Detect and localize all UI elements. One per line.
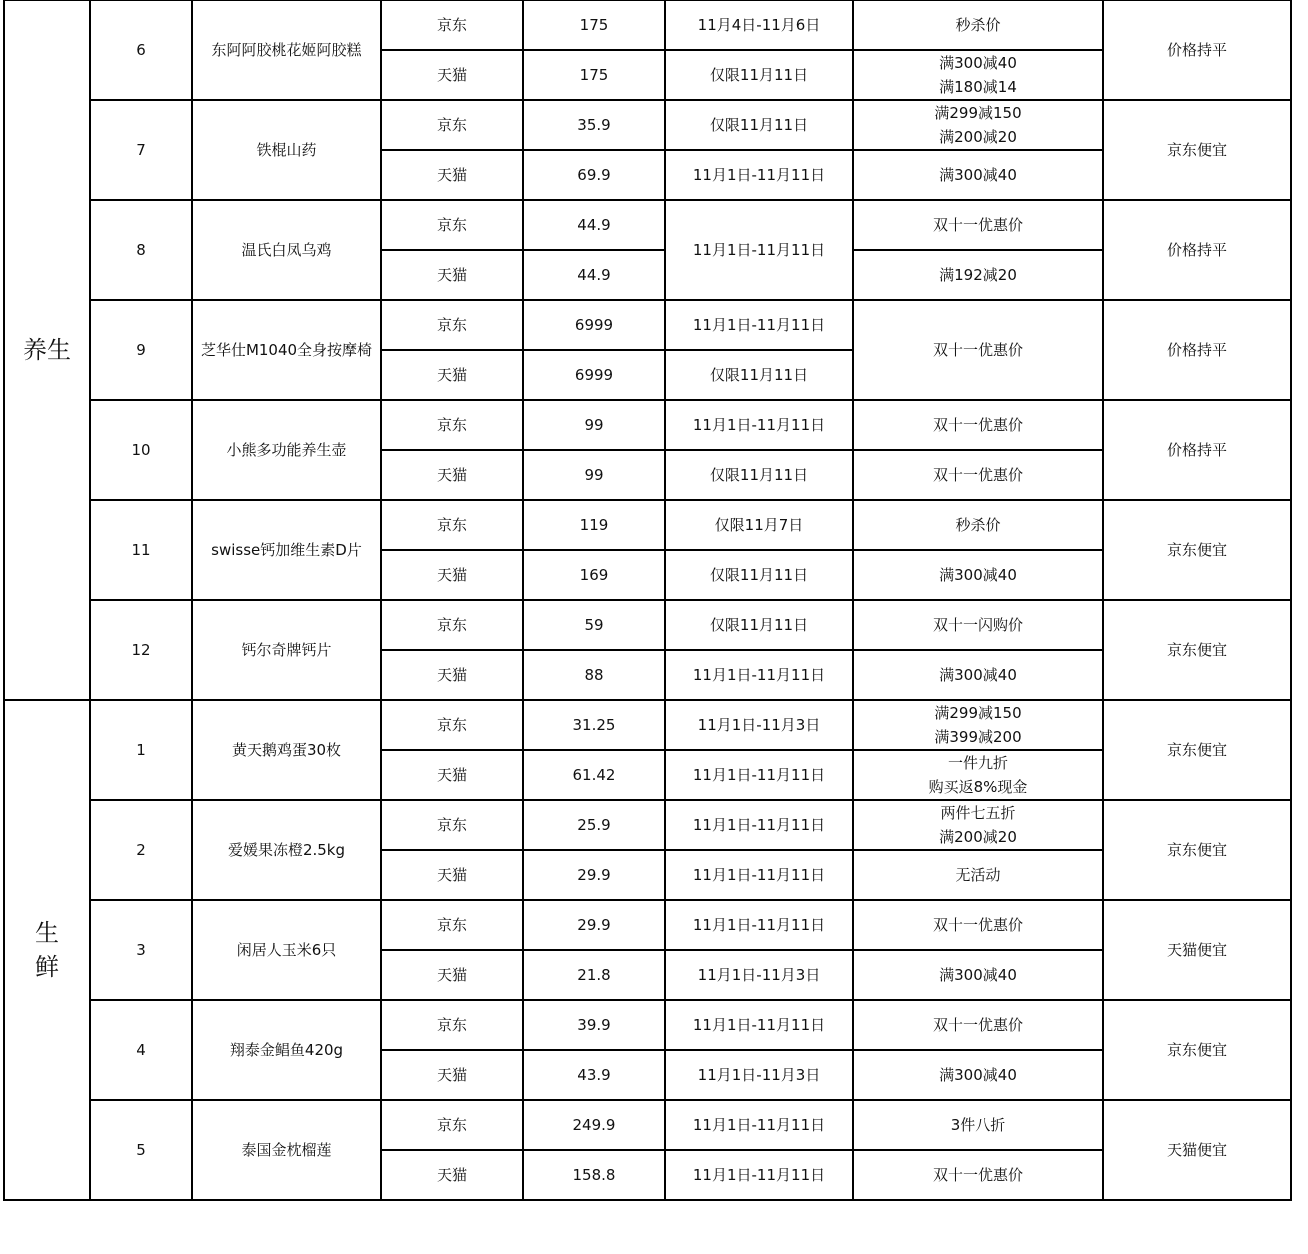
- verdict-cell: 价格持平: [1103, 300, 1291, 400]
- price-cell: 175: [523, 50, 665, 100]
- platform-cell: 京东: [381, 700, 523, 750]
- product-number: 3: [90, 900, 192, 1000]
- price-cell: 59: [523, 600, 665, 650]
- product-number: 1: [90, 700, 192, 800]
- price-cell: 35.9: [523, 100, 665, 150]
- date-cell: 11月1日-11月11日: [665, 1150, 853, 1200]
- price-cell: 29.9: [523, 900, 665, 950]
- platform-cell: 京东: [381, 600, 523, 650]
- promo-cell: 双十一优惠价: [853, 300, 1103, 400]
- platform-cell: 京东: [381, 1100, 523, 1150]
- promo-cell: 秒杀价: [853, 500, 1103, 550]
- platform-cell: 京东: [381, 300, 523, 350]
- product-number: 2: [90, 800, 192, 900]
- promo-cell: 双十一闪购价: [853, 600, 1103, 650]
- table-row: [4, 500, 1291, 550]
- product-number: 11: [90, 500, 192, 600]
- table-row: [4, 1100, 1291, 1150]
- product-name: 芝华仕M1040全身按摩椅: [192, 300, 381, 400]
- price-cell: 29.9: [523, 850, 665, 900]
- verdict-cell: 价格持平: [1103, 0, 1291, 100]
- platform-cell: 京东: [381, 100, 523, 150]
- promo-cell: 双十一优惠价: [853, 450, 1103, 500]
- promo-cell: 满300减40: [853, 150, 1103, 200]
- product-number: 9: [90, 300, 192, 400]
- price-cell: 169: [523, 550, 665, 600]
- price-cell: 249.9: [523, 1100, 665, 1150]
- promo-cell: 满300减40: [853, 1050, 1103, 1100]
- table-row: [4, 1000, 1291, 1050]
- platform-cell: 天猫: [381, 750, 523, 800]
- date-cell: 仅限11月7日: [665, 500, 853, 550]
- category-cell: 养生: [4, 0, 90, 700]
- price-cell: 25.9: [523, 800, 665, 850]
- product-number: 10: [90, 400, 192, 500]
- product-name: 爱媛果冻橙2.5kg: [192, 800, 381, 900]
- platform-cell: 天猫: [381, 850, 523, 900]
- platform-cell: 京东: [381, 0, 523, 50]
- product-name: 东阿阿胶桃花姬阿胶糕: [192, 0, 381, 100]
- platform-cell: 京东: [381, 500, 523, 550]
- date-cell: 11月1日-11月11日: [665, 200, 853, 300]
- promo-cell: 秒杀价: [853, 0, 1103, 50]
- date-cell: 11月1日-11月11日: [665, 1000, 853, 1050]
- product-number: 4: [90, 1000, 192, 1100]
- table-row: [4, 200, 1291, 250]
- price-cell: 21.8: [523, 950, 665, 1000]
- date-cell: 仅限11月11日: [665, 350, 853, 400]
- product-name: 铁棍山药: [192, 100, 381, 200]
- price-cell: 44.9: [523, 250, 665, 300]
- table-row: [4, 700, 1291, 750]
- verdict-cell: 京东便宜: [1103, 100, 1291, 200]
- platform-cell: 天猫: [381, 1050, 523, 1100]
- promo-cell: 满300减40: [853, 550, 1103, 600]
- product-name: 闲居人玉米6只: [192, 900, 381, 1000]
- date-cell: 11月1日-11月11日: [665, 400, 853, 450]
- price-cell: 44.9: [523, 200, 665, 250]
- date-cell: 仅限11月11日: [665, 50, 853, 100]
- verdict-cell: 京东便宜: [1103, 800, 1291, 900]
- platform-cell: 天猫: [381, 1150, 523, 1200]
- price-cell: 69.9: [523, 150, 665, 200]
- verdict-cell: 京东便宜: [1103, 600, 1291, 700]
- promo-cell: 无活动: [853, 850, 1103, 900]
- table-row: [4, 100, 1291, 150]
- date-cell: 11月1日-11月11日: [665, 650, 853, 700]
- promo-cell: 3件八折: [853, 1100, 1103, 1150]
- product-name: 泰国金枕榴莲: [192, 1100, 381, 1200]
- platform-cell: 京东: [381, 900, 523, 950]
- platform-cell: 天猫: [381, 50, 523, 100]
- price-cell: 39.9: [523, 1000, 665, 1050]
- verdict-cell: 天猫便宜: [1103, 900, 1291, 1000]
- date-cell: 11月1日-11月11日: [665, 900, 853, 950]
- price-cell: 6999: [523, 300, 665, 350]
- platform-cell: 天猫: [381, 150, 523, 200]
- product-name: 钙尔奇牌钙片: [192, 600, 381, 700]
- table-row: [4, 900, 1291, 950]
- platform-cell: 京东: [381, 400, 523, 450]
- promo-cell: 双十一优惠价: [853, 1000, 1103, 1050]
- date-cell: 11月1日-11月11日: [665, 1100, 853, 1150]
- price-cell: 43.9: [523, 1050, 665, 1100]
- promo-cell: 双十一优惠价: [853, 400, 1103, 450]
- product-name: 黄天鹅鸡蛋30枚: [192, 700, 381, 800]
- verdict-cell: 价格持平: [1103, 400, 1291, 500]
- price-cell: 119: [523, 500, 665, 550]
- product-number: 8: [90, 200, 192, 300]
- promo-cell: 双十一优惠价: [853, 1150, 1103, 1200]
- product-name: 小熊多功能养生壶: [192, 400, 381, 500]
- date-cell: 仅限11月11日: [665, 550, 853, 600]
- product-number: 12: [90, 600, 192, 700]
- table-row: [4, 600, 1291, 650]
- date-cell: 仅限11月11日: [665, 100, 853, 150]
- product-number: 6: [90, 0, 192, 100]
- platform-cell: 京东: [381, 800, 523, 850]
- price-comparison-table: [3, 0, 1292, 1201]
- table-row: [4, 0, 1291, 50]
- platform-cell: 京东: [381, 200, 523, 250]
- promo-cell: 满192减20: [853, 250, 1103, 300]
- promo-cell: 满299减150 满200减20: [853, 100, 1103, 150]
- date-cell: 11月4日-11月6日: [665, 0, 853, 50]
- price-cell: 175: [523, 0, 665, 50]
- date-cell: 11月1日-11月11日: [665, 800, 853, 850]
- verdict-cell: 京东便宜: [1103, 500, 1291, 600]
- verdict-cell: 京东便宜: [1103, 700, 1291, 800]
- platform-cell: 京东: [381, 1000, 523, 1050]
- verdict-cell: 京东便宜: [1103, 1000, 1291, 1100]
- table-row: [4, 800, 1291, 850]
- promo-cell: 两件七五折 满200减20: [853, 800, 1103, 850]
- product-number: 5: [90, 1100, 192, 1200]
- promo-cell: 满300减40: [853, 650, 1103, 700]
- price-cell: 88: [523, 650, 665, 700]
- price-cell: 31.25: [523, 700, 665, 750]
- product-number: 7: [90, 100, 192, 200]
- price-cell: 61.42: [523, 750, 665, 800]
- date-cell: 11月1日-11月11日: [665, 750, 853, 800]
- category-cell: 生 鲜: [4, 700, 90, 1200]
- platform-cell: 天猫: [381, 550, 523, 600]
- date-cell: 仅限11月11日: [665, 450, 853, 500]
- date-cell: 11月1日-11月3日: [665, 1050, 853, 1100]
- promo-cell: 满299减150 满399减200: [853, 700, 1103, 750]
- price-cell: 99: [523, 400, 665, 450]
- price-cell: 6999: [523, 350, 665, 400]
- product-name: 温氏白凤乌鸡: [192, 200, 381, 300]
- date-cell: 11月1日-11月11日: [665, 300, 853, 350]
- platform-cell: 天猫: [381, 650, 523, 700]
- platform-cell: 天猫: [381, 350, 523, 400]
- promo-cell: 满300减40 满180减14: [853, 50, 1103, 100]
- date-cell: 11月1日-11月3日: [665, 700, 853, 750]
- price-cell: 158.8: [523, 1150, 665, 1200]
- product-name: swisse钙加维生素D片: [192, 500, 381, 600]
- platform-cell: 天猫: [381, 450, 523, 500]
- promo-cell: 双十一优惠价: [853, 900, 1103, 950]
- date-cell: 11月1日-11月3日: [665, 950, 853, 1000]
- table-row: [4, 300, 1291, 350]
- date-cell: 11月1日-11月11日: [665, 850, 853, 900]
- table-row: [4, 400, 1291, 450]
- verdict-cell: 天猫便宜: [1103, 1100, 1291, 1200]
- promo-cell: 满300减40: [853, 950, 1103, 1000]
- product-name: 翔泰金鲳鱼420g: [192, 1000, 381, 1100]
- date-cell: 仅限11月11日: [665, 600, 853, 650]
- price-cell: 99: [523, 450, 665, 500]
- platform-cell: 天猫: [381, 950, 523, 1000]
- verdict-cell: 价格持平: [1103, 200, 1291, 300]
- date-cell: 11月1日-11月11日: [665, 150, 853, 200]
- promo-cell: 一件九折 购买返8%现金: [853, 750, 1103, 800]
- platform-cell: 天猫: [381, 250, 523, 300]
- promo-cell: 双十一优惠价: [853, 200, 1103, 250]
